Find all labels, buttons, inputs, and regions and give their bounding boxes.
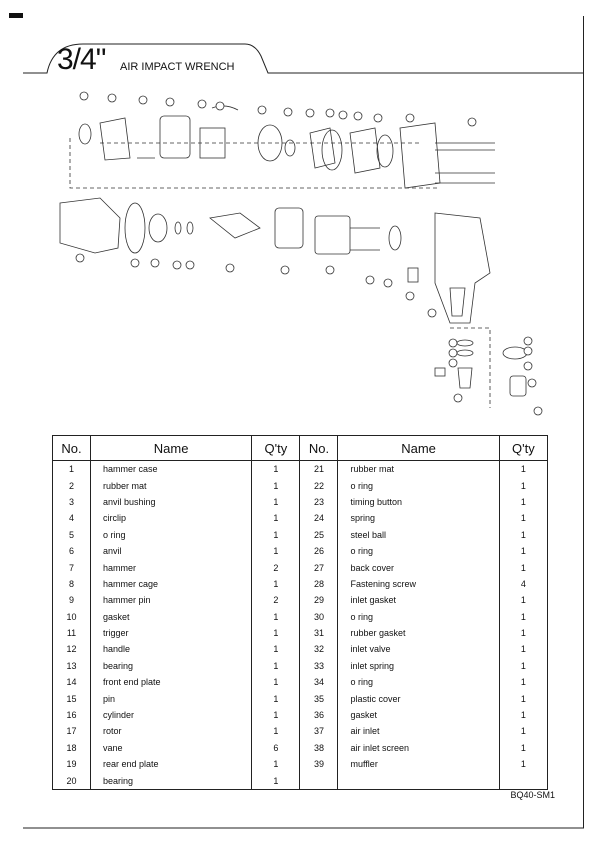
- cell-name: timing button: [338, 494, 499, 510]
- cell-qty: 1: [252, 641, 300, 657]
- table-row: [53, 461, 548, 478]
- table-row: [53, 609, 548, 625]
- cell-qty: 4: [499, 576, 547, 592]
- cell-name: gasket: [338, 707, 499, 723]
- cell-name: o ring: [90, 527, 251, 543]
- column-header-no: No.: [53, 436, 91, 461]
- cell-qty: 1: [252, 690, 300, 706]
- cell-no: 2: [53, 477, 91, 493]
- table-row: [53, 707, 548, 723]
- column-header-qty: Q'ty: [252, 436, 300, 461]
- cell-qty: 1: [499, 641, 547, 657]
- cell-name: cylinder: [90, 707, 251, 723]
- cell-qty: 1: [252, 723, 300, 739]
- cell-no: 6: [53, 543, 91, 559]
- table-row: [53, 756, 548, 772]
- cell-name: circlip: [90, 510, 251, 526]
- cell-no: 3: [53, 494, 91, 510]
- cell-no: 35: [300, 690, 338, 706]
- table-row: [53, 527, 548, 543]
- cell-no: 17: [53, 723, 91, 739]
- cell-name: rubber mat: [90, 477, 251, 493]
- table-row: [53, 723, 548, 739]
- cell-qty: 1: [252, 658, 300, 674]
- cell-qty: 1: [499, 658, 547, 674]
- cell-name: hammer: [90, 559, 251, 575]
- cell-no: 28: [300, 576, 338, 592]
- cell-qty: 1: [499, 756, 547, 772]
- cell-no: 30: [300, 609, 338, 625]
- exploded-parts-diagram: [40, 88, 560, 423]
- cell-name: rubber gasket: [338, 625, 499, 641]
- cell-no: 25: [300, 527, 338, 543]
- cell-no: 29: [300, 592, 338, 608]
- cell-name: hammer cage: [90, 576, 251, 592]
- cell-qty: 1: [499, 461, 547, 478]
- cell-no: 15: [53, 690, 91, 706]
- cell-qty: 1: [499, 674, 547, 690]
- table-row: [53, 772, 548, 789]
- cell-qty: 1: [499, 690, 547, 706]
- cell-qty: 1: [252, 756, 300, 772]
- cell-no: 1: [53, 461, 91, 478]
- cell-no: 16: [53, 707, 91, 723]
- cell-no: 32: [300, 641, 338, 657]
- cell-name: rear end plate: [90, 756, 251, 772]
- cell-qty: 1: [499, 559, 547, 575]
- cell-qty: [499, 772, 547, 789]
- cell-qty: 2: [252, 592, 300, 608]
- cell-name: inlet gasket: [338, 592, 499, 608]
- cell-no: 5: [53, 527, 91, 543]
- cell-no: 34: [300, 674, 338, 690]
- page-title-size: 3/4": [57, 43, 106, 76]
- cell-no: 7: [53, 559, 91, 575]
- cell-qty: 1: [252, 510, 300, 526]
- cell-no: 23: [300, 494, 338, 510]
- cell-name: o ring: [338, 543, 499, 559]
- cell-qty: 1: [252, 543, 300, 559]
- cell-qty: 1: [499, 477, 547, 493]
- column-header-no: No.: [300, 436, 338, 461]
- cell-no: 27: [300, 559, 338, 575]
- cell-qty: 1: [252, 674, 300, 690]
- cell-name: steel ball: [338, 527, 499, 543]
- cell-name: air inlet: [338, 723, 499, 739]
- cell-qty: 1: [499, 494, 547, 510]
- cell-name: rotor: [90, 723, 251, 739]
- cell-name: [338, 772, 499, 789]
- cell-no: 33: [300, 658, 338, 674]
- cell-no: 13: [53, 658, 91, 674]
- cell-qty: 1: [499, 510, 547, 526]
- table-row: [53, 576, 548, 592]
- table-row: [53, 559, 548, 575]
- cell-qty: 1: [252, 609, 300, 625]
- cell-qty: 1: [252, 461, 300, 478]
- cell-name: plastic cover: [338, 690, 499, 706]
- cell-qty: 1: [252, 527, 300, 543]
- cell-name: hammer case: [90, 461, 251, 478]
- cell-no: 31: [300, 625, 338, 641]
- cell-name: handle: [90, 641, 251, 657]
- parts-table: [52, 435, 548, 790]
- cell-name: vane: [90, 740, 251, 756]
- cell-qty: 2: [252, 559, 300, 575]
- cell-no: 8: [53, 576, 91, 592]
- cell-no: 21: [300, 461, 338, 478]
- column-header-name: Name: [338, 436, 499, 461]
- cell-qty: 6: [252, 740, 300, 756]
- cell-name: air inlet screen: [338, 740, 499, 756]
- document-code: BQ40-SM1: [510, 790, 555, 800]
- table-row: [53, 477, 548, 493]
- cell-name: o ring: [338, 674, 499, 690]
- cell-qty: 1: [499, 543, 547, 559]
- cell-no: 12: [53, 641, 91, 657]
- table-row: [53, 641, 548, 657]
- cell-no: 10: [53, 609, 91, 625]
- table-row: [53, 543, 548, 559]
- cell-name: bearing: [90, 772, 251, 789]
- cell-qty: 1: [252, 576, 300, 592]
- table-row: [53, 625, 548, 641]
- cell-name: anvil bushing: [90, 494, 251, 510]
- cell-no: 18: [53, 740, 91, 756]
- cell-qty: 1: [252, 477, 300, 493]
- cell-name: back cover: [338, 559, 499, 575]
- cell-qty: 1: [252, 707, 300, 723]
- table-row: [53, 740, 548, 756]
- cell-qty: 1: [499, 592, 547, 608]
- cell-name: pin: [90, 690, 251, 706]
- cell-name: spring: [338, 510, 499, 526]
- cell-no: 36: [300, 707, 338, 723]
- corner-mark: [9, 13, 23, 18]
- cell-qty: 1: [499, 723, 547, 739]
- cell-no: 24: [300, 510, 338, 526]
- cell-no: 26: [300, 543, 338, 559]
- cell-name: trigger: [90, 625, 251, 641]
- cell-name: rubber mat: [338, 461, 499, 478]
- column-header-qty: Q'ty: [499, 436, 547, 461]
- cell-no: [300, 772, 338, 789]
- cell-no: 4: [53, 510, 91, 526]
- cell-qty: 1: [499, 609, 547, 625]
- cell-qty: 1: [252, 625, 300, 641]
- cell-name: Fastening screw: [338, 576, 499, 592]
- table-row: [53, 690, 548, 706]
- parts-table-body: [53, 461, 548, 790]
- table-row: [53, 592, 548, 608]
- cell-name: bearing: [90, 658, 251, 674]
- table-row: [53, 494, 548, 510]
- cell-name: o ring: [338, 609, 499, 625]
- cell-no: 9: [53, 592, 91, 608]
- cell-name: front end plate: [90, 674, 251, 690]
- column-header-name: Name: [90, 436, 251, 461]
- cell-qty: 1: [499, 527, 547, 543]
- cell-name: o ring: [338, 477, 499, 493]
- cell-no: 38: [300, 740, 338, 756]
- table-header-row: [53, 436, 548, 461]
- cell-qty: 1: [499, 707, 547, 723]
- cell-name: anvil: [90, 543, 251, 559]
- cell-no: 14: [53, 674, 91, 690]
- cell-name: hammer pin: [90, 592, 251, 608]
- cell-name: muffler: [338, 756, 499, 772]
- cell-no: 37: [300, 723, 338, 739]
- table-row: [53, 674, 548, 690]
- table-row: [53, 510, 548, 526]
- cell-qty: 1: [252, 772, 300, 789]
- cell-name: inlet spring: [338, 658, 499, 674]
- table-row: [53, 658, 548, 674]
- cell-no: 20: [53, 772, 91, 789]
- cell-name: inlet valve: [338, 641, 499, 657]
- cell-no: 22: [300, 477, 338, 493]
- cell-no: 39: [300, 756, 338, 772]
- cell-qty: 1: [252, 494, 300, 510]
- cell-qty: 1: [499, 740, 547, 756]
- page-title: AIR IMPACT WRENCH: [120, 61, 235, 73]
- cell-no: 11: [53, 625, 91, 641]
- cell-qty: 1: [499, 625, 547, 641]
- cell-no: 19: [53, 756, 91, 772]
- cell-name: gasket: [90, 609, 251, 625]
